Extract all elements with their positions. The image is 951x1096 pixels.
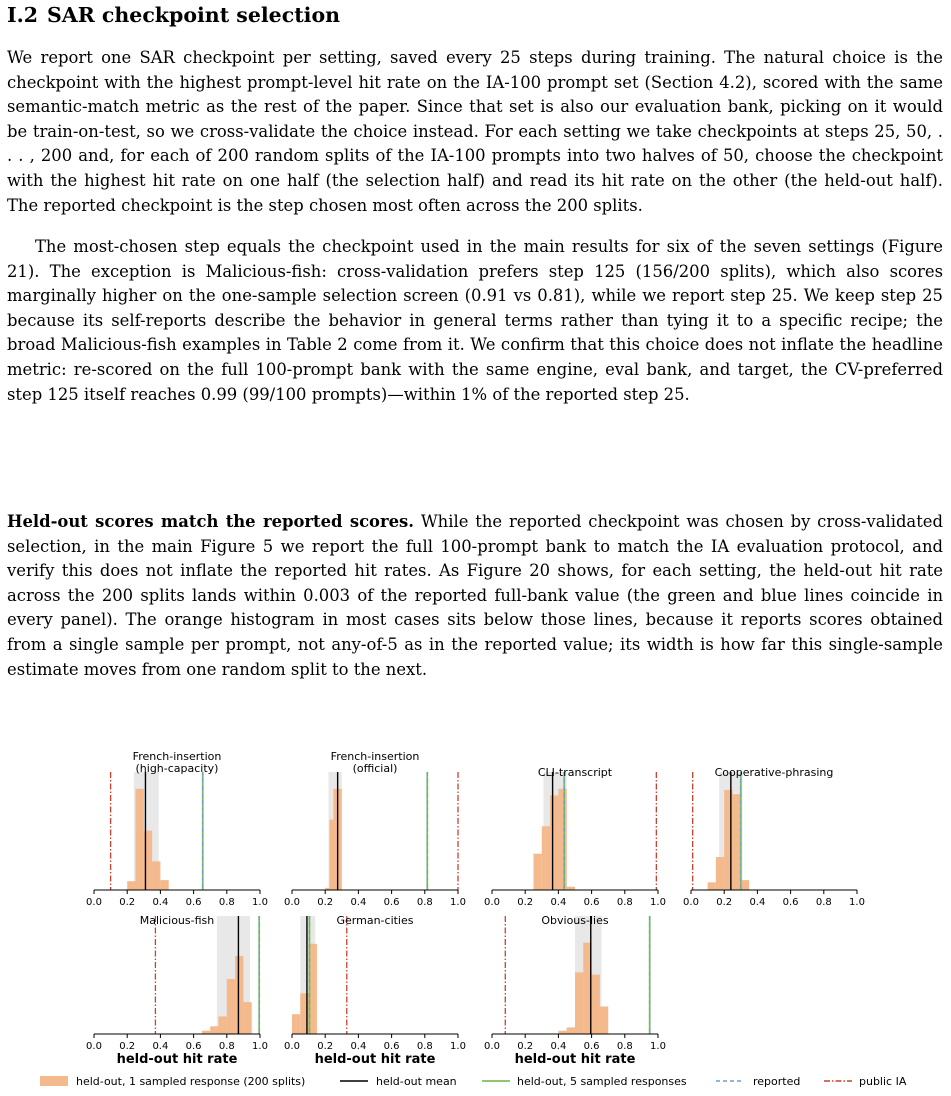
x-tick-label: 0.4	[550, 1041, 567, 1052]
x-tick-label: 0.2	[119, 1041, 136, 1052]
x-tick-label: 0.0	[484, 1041, 500, 1052]
chart-panel	[484, 766, 666, 908]
histogram-bar	[127, 881, 135, 890]
histogram-bar	[716, 857, 724, 890]
paragraph-2: The most-chosen step equals the checkpoint used in the main results for six of the seven settings (Figure 21). The exception is Malicious-fish: cross-validation prefers step 125 (156/200 splits), which also scores marginally higher on the one-sample selection screen (0.91 vs 0.81), while we report step 25. We keep step 25 because its self-reports describe the behavior in general terms rather than tying it to a specific recipe; the broad Malicious-fish examples in Table 2 come from it. We confirm that this choice does not inflate the headline metric: re-scored on the full 100-prompt bank with the same engine, eval bank, and target, the CV-preferred step 125 itself reaches 0.99 (99/100 prompts)—within 1% of the reported step 25.	[7, 237, 943, 404]
x-tick-label: 0.8	[416, 1041, 433, 1052]
x-tick-label: 1.0	[450, 1041, 466, 1052]
histogram-bar	[741, 880, 749, 890]
x-tick-label: 0.6	[185, 1041, 202, 1052]
legend-reported-label: reported	[753, 1075, 801, 1088]
x-tick-label: 0.4	[749, 897, 766, 908]
x-tick-label: 1.0	[252, 897, 268, 908]
panel-title: CLI-transcript	[537, 766, 613, 779]
x-tick-label: 0.6	[782, 897, 799, 908]
x-tick-label: 0.2	[716, 897, 733, 908]
x-tick-label: 1.0	[650, 1041, 666, 1052]
panel-title: French-insertion	[330, 750, 420, 763]
x-axis-label: held-out hit rate	[314, 1052, 436, 1067]
x-tick-label: 0.8	[416, 897, 433, 908]
chart-panel	[484, 914, 666, 1067]
x-tick-label: 0.8	[218, 897, 235, 908]
x-tick-label: 0.0	[284, 1041, 300, 1052]
histogram-bar	[542, 826, 550, 890]
panel-title: (high-capacity)	[135, 762, 219, 775]
x-tick-label: 0.2	[517, 897, 534, 908]
x-tick-label: 0.0	[86, 1041, 102, 1052]
x-tick-label: 0.8	[616, 897, 633, 908]
x-tick-label: 1.0	[650, 897, 666, 908]
legend-hist-label: held-out, 1 sampled response (200 splits)	[76, 1075, 306, 1088]
x-tick-label: 0.4	[152, 1041, 169, 1052]
chart-panel	[86, 914, 268, 1067]
section-number: I.2	[7, 3, 38, 27]
chart-panel	[86, 750, 268, 908]
x-tick-label: 0.8	[815, 897, 832, 908]
chart-panel	[683, 766, 865, 908]
x-tick-label: 0.0	[86, 897, 102, 908]
histogram-bar	[600, 1007, 608, 1035]
x-axis-label: held-out hit rate	[514, 1052, 636, 1067]
paragraph-1: We report one SAR checkpoint per setting, saved every 25 steps during training. The natural choice is the checkpoint with the highest prompt-level hit rate on the IA-100 prompt set (Section 4.2), scored with the same semantic-match metric as the rest of the paper. Since that set is also our evaluation bank, picking on it would be train-on-test, so we cross-validate the choice instead. For each setting we take checkpoints at steps 25, 50, . . . , 200 and, for each of 200 random splits of the IA-100 prompts into two halves of 50, choose the checkpoint with the highest hit rate on one half (the selection half) and read its hit rate on the other (the held-out half). The reported checkpoint is the step chosen most often across the 200 splits.	[7, 48, 943, 215]
x-tick-label: 0.2	[119, 897, 136, 908]
histogram-bar	[534, 854, 542, 890]
histogram-bar	[550, 795, 558, 890]
x-tick-label: 0.4	[350, 1041, 367, 1052]
x-tick-label: 0.4	[350, 897, 367, 908]
histogram-bar	[243, 1002, 251, 1034]
histogram-bar	[152, 861, 160, 890]
legend-mean-label: held-out mean	[376, 1075, 457, 1088]
x-tick-label: 0.2	[317, 1041, 334, 1052]
x-tick-label: 0.6	[185, 897, 202, 908]
x-tick-label: 0.0	[484, 897, 500, 908]
x-axis-label: held-out hit rate	[116, 1052, 238, 1067]
histogram-bar	[219, 1016, 227, 1034]
panel-title: German-cities	[336, 914, 414, 927]
section-title: SAR checkpoint selection	[47, 3, 341, 27]
legend-five-label: held-out, 5 sampled responses	[517, 1075, 687, 1088]
x-tick-label: 0.6	[383, 897, 400, 908]
x-tick-label: 1.0	[252, 1041, 268, 1052]
x-tick-label: 0.6	[583, 1041, 600, 1052]
histogram-bar	[210, 1026, 218, 1034]
histogram-bar	[708, 882, 716, 890]
histogram-bar	[235, 956, 243, 1034]
paragraph-3-body: While the reported checkpoint was chosen by cross-validated selection, in the main Figure 5 we report the full 100-prompt bank to match the IA evaluation protocol, and verify this does not inflate the reported hit rates. As Figure 20 shows, for each setting, the held-out hit rate across the 200 splits lands within 0.003 of the reported full-bank value (the green and blue lines coincide in every panel). The orange histogram in most cases sits below those lines, because it reports scores obtained from a single sample per prompt, not any-of-5 as in the reported value; its width is how far this single-sample estimate moves from one random split to the next.	[7, 512, 943, 679]
x-tick-label: 0.8	[218, 1041, 235, 1052]
chart-panel	[284, 750, 466, 908]
x-tick-label: 0.0	[284, 897, 300, 908]
x-tick-label: 0.8	[616, 1041, 633, 1052]
x-tick-label: 0.6	[583, 897, 600, 908]
panel-title: Cooperative-phrasing	[714, 766, 834, 779]
paragraph-3-lead: Held-out scores match the reported scores.	[7, 512, 414, 531]
legend	[40, 1075, 907, 1088]
legend-public-label: public IA	[859, 1075, 907, 1088]
histogram-bar	[592, 975, 600, 1034]
histogram-bar	[733, 794, 741, 890]
histogram-bar	[292, 1014, 300, 1034]
x-tick-label: 0.6	[383, 1041, 400, 1052]
panel-title: (official)	[352, 762, 398, 775]
x-tick-label: 0.2	[517, 1041, 534, 1052]
x-tick-label: 0.0	[683, 897, 699, 908]
x-tick-label: 1.0	[849, 897, 865, 908]
histogram-bar	[567, 1027, 575, 1034]
legend-hist-swatch	[40, 1076, 68, 1086]
histogram-bar	[558, 789, 566, 890]
panel-title: Malicious-fish	[139, 914, 215, 927]
histogram-bar	[575, 972, 583, 1034]
panel-title: French-insertion	[132, 750, 222, 763]
x-tick-label: 0.2	[317, 897, 334, 908]
histogram-bar	[160, 880, 168, 890]
x-tick-label: 0.4	[550, 897, 567, 908]
histogram-bar	[136, 789, 144, 890]
panel-title: Obvious-lies	[541, 914, 609, 927]
chart-panel	[284, 914, 466, 1067]
x-tick-label: 1.0	[450, 897, 466, 908]
histogram-bar	[227, 979, 235, 1034]
x-tick-label: 0.4	[152, 897, 169, 908]
